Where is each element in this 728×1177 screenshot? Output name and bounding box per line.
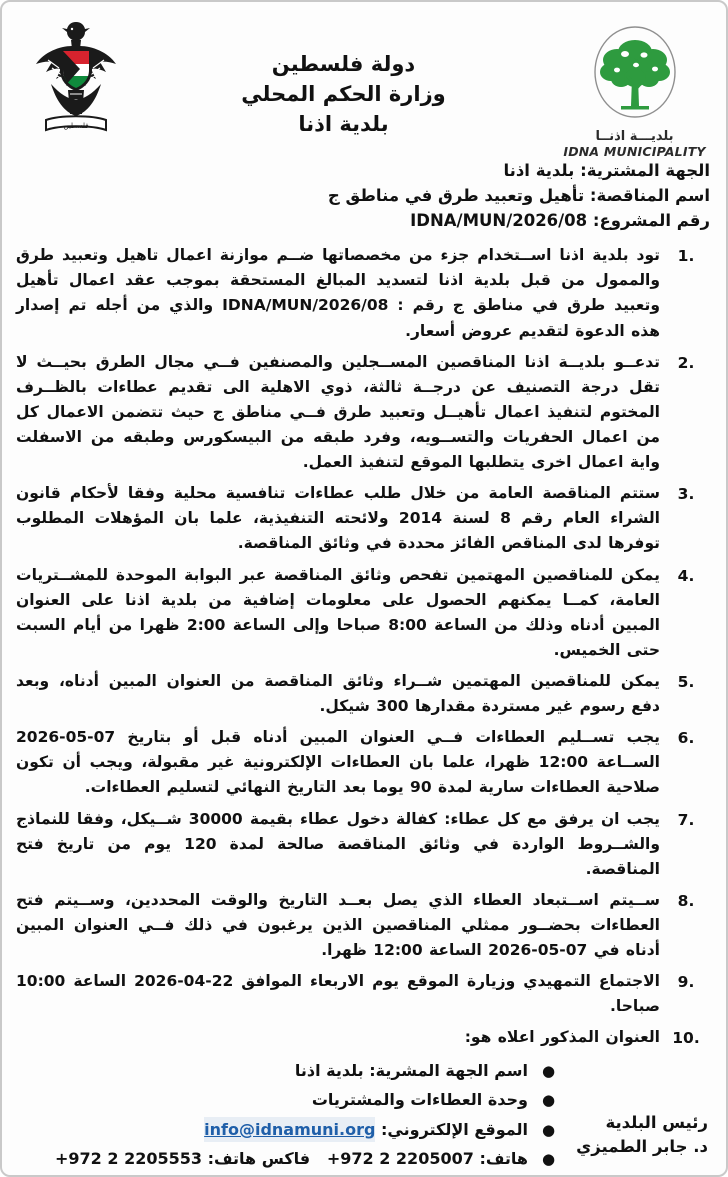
- clause-item: [16, 1025, 712, 1051]
- bullet-dot-icon: ●: [542, 1150, 556, 1169]
- clause-item: [16, 563, 712, 663]
- clause-number: 5.: [677, 672, 695, 691]
- phone-row: [55, 1146, 542, 1172]
- title-line-state: دولة فلسطين: [271, 52, 416, 76]
- municipality-logo-label-en: IDNA MUNICIPALITY: [563, 144, 706, 159]
- header-titles: [136, 12, 557, 139]
- idna-municipality-tree-logo-icon: [581, 24, 689, 128]
- svg-text:فلسطين: فلسطين: [63, 122, 89, 130]
- clause-item: [16, 969, 712, 1019]
- clause-text: تدعــو بلديــة اذنا المناقصين المســجلين والمصنفين فــي مجال الطرق بحيــث لا تقل درجة التصنيف عن درجــة ثالثة، ذوي الاهلية الى تقديم عطاءات بالظــرف المختوم لتنفيذ اعمال تأهيــل وتعبيد طرق فــي مناطق ج حيث تتضمن الاعمال كل من اعمال الحفريات والتســويه، وفرد طبقه من البيسكورس وطبقه من الاسفلت واية اعمال اخرى يتطلبها الموقع لتنفيذ العمل.: [16, 352, 660, 472]
- clause-number: 8.: [677, 891, 695, 910]
- clause-number: 7.: [677, 810, 695, 829]
- address-bullet-item: [16, 1087, 672, 1113]
- tender-name: اسم المناقصة: تأهيل وتعبيد طرق في مناطق ج: [327, 186, 710, 206]
- clause-item: [16, 669, 712, 719]
- clause-item: [16, 807, 712, 882]
- clause-number: 6.: [677, 729, 695, 748]
- clause-text: ستتم المناقصة العامة من خلال طلب عطاءات تنافسية محلية وفقا لأحكام قانون الشراء العام رقم 8 لسنة 2014 ولائحته التنفيذية، علما بان المؤهلات المطلوب توفرها لدى المناقص الفائز محددة في وثائق المناقصة.: [16, 484, 660, 553]
- clause-number: 1.: [677, 247, 695, 266]
- address-bullet-item: [16, 1117, 672, 1143]
- bullet-dot-icon: ●: [542, 1061, 556, 1080]
- clause-text: ســيتم اســتبعاد العطاء الذي يصل بعــد التاريخ والوقت المحددين، وســيتم فتح العطاءات بحضــور ممثلي المناقصين الذين يرغبون في ذلك فــي العنوان المبين أدناه في 07-05-2026 الساعة 12:00 ظهرا.: [16, 890, 660, 960]
- title-line-municipality: بلدية اذنا: [298, 111, 389, 136]
- fax-label: فاكس هاتف:: [207, 1149, 311, 1169]
- project-number-label: رقم المشروع:: [592, 211, 710, 231]
- buyer-entity: الجهة المشترية: بلدية اذنا: [503, 161, 710, 180]
- signature-block: [576, 1111, 708, 1159]
- document-header: [16, 12, 712, 162]
- clause-text: تود بلدية اذنا اســتخدام جزء من مخصصاتها ضــم موازنة اعمال تاهيل وتعبيد طرق والممول من قبل بلدية اذنا لتسديد المبالغ المستحقة بموجب عقد اعمال تأهيل وتعبيد طرق في مناطق ج رقم : IDNA/MUN/2026/08 والذي من أجله تم إصدار هذه الدعوة لتقديم عروض أسعار.: [16, 246, 660, 340]
- clause-text: الاجتماع التمهيدي وزيارة الموقع يوم الاربعاء الموافق 22-04-2026 الساعة 10:00 صباحا.: [16, 972, 660, 1016]
- clause-item: [16, 888, 712, 963]
- address-bullet-item: [16, 1146, 672, 1172]
- bullet-dot-icon: ●: [542, 1120, 556, 1139]
- palestine-coat-of-arms-icon: [16, 12, 136, 156]
- clause-text: يمكن للمناقصين المهتمين شــراء وثائق المناقصة من العنوان المبين أدناه، وبعد دفع رسوم غير مستردة مقدارها 300 شيكل.: [16, 671, 660, 716]
- clause-list: [16, 243, 712, 1051]
- project-number-value: IDNA/MUN/2026/08: [410, 211, 588, 231]
- email-link[interactable]: info@idnamuni.org: [204, 1117, 375, 1143]
- clause-item: [16, 350, 712, 476]
- procurement-unit: وحدة العطاءات والمشتريات: [311, 1090, 528, 1110]
- clause-item: [16, 481, 712, 556]
- project-number-row: [16, 208, 710, 233]
- bullet-dot-icon: ●: [542, 1091, 556, 1110]
- clause-text: يجب ان يرفق مع كل عطاء: كفالة دخول عطاء بقيمة 30000 شــيكل، وفقا للنماذج والشــروط الواردة في وثائق المناقصة صالحة لمدة 120 يوم من تاريخ فتح المناقصة.: [16, 809, 660, 878]
- clause-item: [16, 243, 712, 343]
- address-bullet-item: [16, 1058, 672, 1084]
- municipality-logo-block: [557, 12, 712, 159]
- clause-text: يجب تســليم العطاءات فــي العنوان المبين أدناه قبل أو بتاريخ 07-05-2026 الســاعة 12:00 ظهرا، علما بان العطاءات الإلكترونية غير مقبولة، ويجب أن تكون صلاحية العطاءات سارية لمدة 90 يوما بعد التاريخ النهائي لتسليم العطاءات.: [16, 728, 660, 797]
- clause-number: 10.: [672, 1029, 700, 1048]
- signatory-name: د. جابر الطميزي: [576, 1137, 708, 1157]
- phone-number: +972 2 2205007: [326, 1149, 474, 1169]
- clause-text: يمكن للمناقصين المهتمين تفحص وثائق المناقصة عبر البوابة الموحدة للمشــتريات العامة، كمــا يمكنهم الحصول على معلومات إضافية من بلدية اذنا على العنوان المبين أدناه وذلك من الساعة 8:00 صباحا وإلى الساعة 2:00 ظهرا من أيام السبت حتى الخميس.: [16, 565, 660, 659]
- clause-number: 3.: [677, 485, 695, 504]
- clause-text: العنوان المذكور اعلاه هو:: [464, 1028, 660, 1047]
- buyer-entity-name: اسم الجهة المشرية: بلدية اذنا: [294, 1060, 528, 1080]
- clause-number: 4.: [677, 566, 695, 585]
- fax-number: +972 2 2205553: [54, 1149, 202, 1169]
- clause-item: [16, 725, 712, 800]
- municipality-logo-label-ar: بلديـــة اذنــا: [595, 129, 674, 144]
- phone-label: هاتف:: [479, 1149, 528, 1169]
- signatory-title: رئيس البلدية: [605, 1113, 708, 1133]
- email-row: [204, 1117, 542, 1143]
- tender-meta-block: [16, 158, 712, 233]
- email-label: الموقع الإلكتروني:: [381, 1119, 528, 1139]
- title-line-ministry: وزارة الحكم المحلي: [241, 81, 446, 106]
- clause-number: 2.: [677, 353, 695, 372]
- clause-number: 9.: [677, 973, 695, 992]
